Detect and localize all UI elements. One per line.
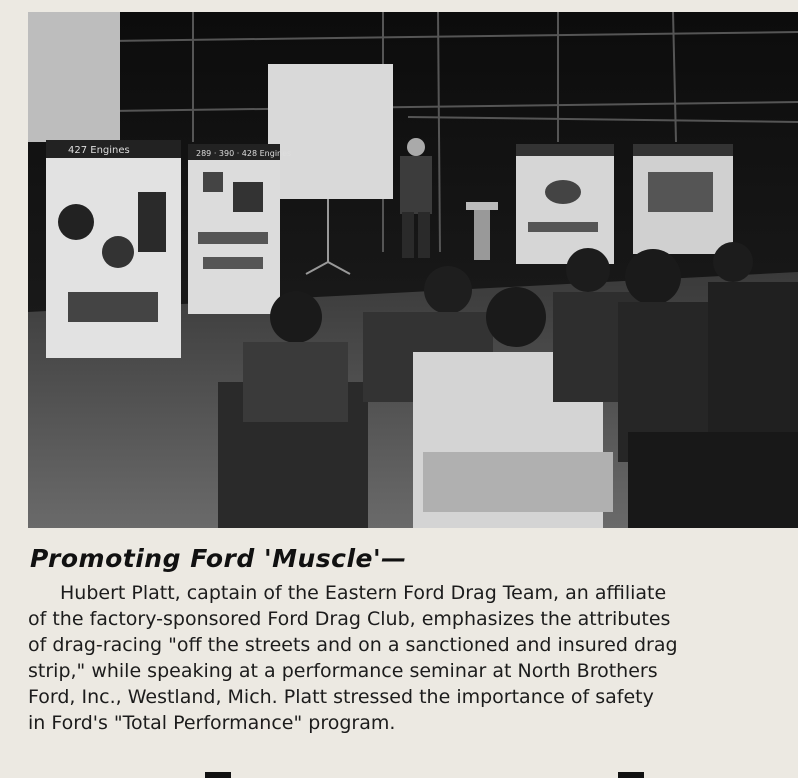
- page-mark-right: [618, 772, 644, 778]
- page-mark-left: [205, 772, 231, 778]
- display-board-3: [516, 144, 614, 264]
- display-board-4: [633, 144, 733, 254]
- body-line-6: in Ford's "Total Performance" program.: [28, 712, 396, 734]
- body-line-5: Ford, Inc., Westland, Mich. Platt stressed the importance of safety: [28, 686, 654, 708]
- left-wall: [28, 12, 120, 142]
- display-board-1: [46, 140, 181, 358]
- seminar-photo: [28, 12, 798, 528]
- body-line-4: strip," while speaking at a performance seminar at North Brothers: [28, 660, 658, 682]
- article-headline: Promoting Ford 'Muscle'—: [30, 544, 407, 573]
- display-board-2: [188, 144, 291, 314]
- board-label-1: 427 Engines: [68, 145, 130, 156]
- body-line-1: Hubert Platt, captain of the Eastern Ford Drag Team, an affiliate: [60, 582, 667, 604]
- article-body: [28, 580, 788, 736]
- projection-screen: [268, 64, 393, 199]
- body-line-2: of the factory-sponsored Ford Drag Club, emphasizes the attributes: [28, 608, 671, 630]
- body-line-3: of drag-racing "off the streets and on a sanctioned and insured drag: [28, 634, 678, 656]
- page-edge-fade: [678, 560, 798, 760]
- board-label-2: 289 · 390 · 428 Engines: [196, 149, 292, 158]
